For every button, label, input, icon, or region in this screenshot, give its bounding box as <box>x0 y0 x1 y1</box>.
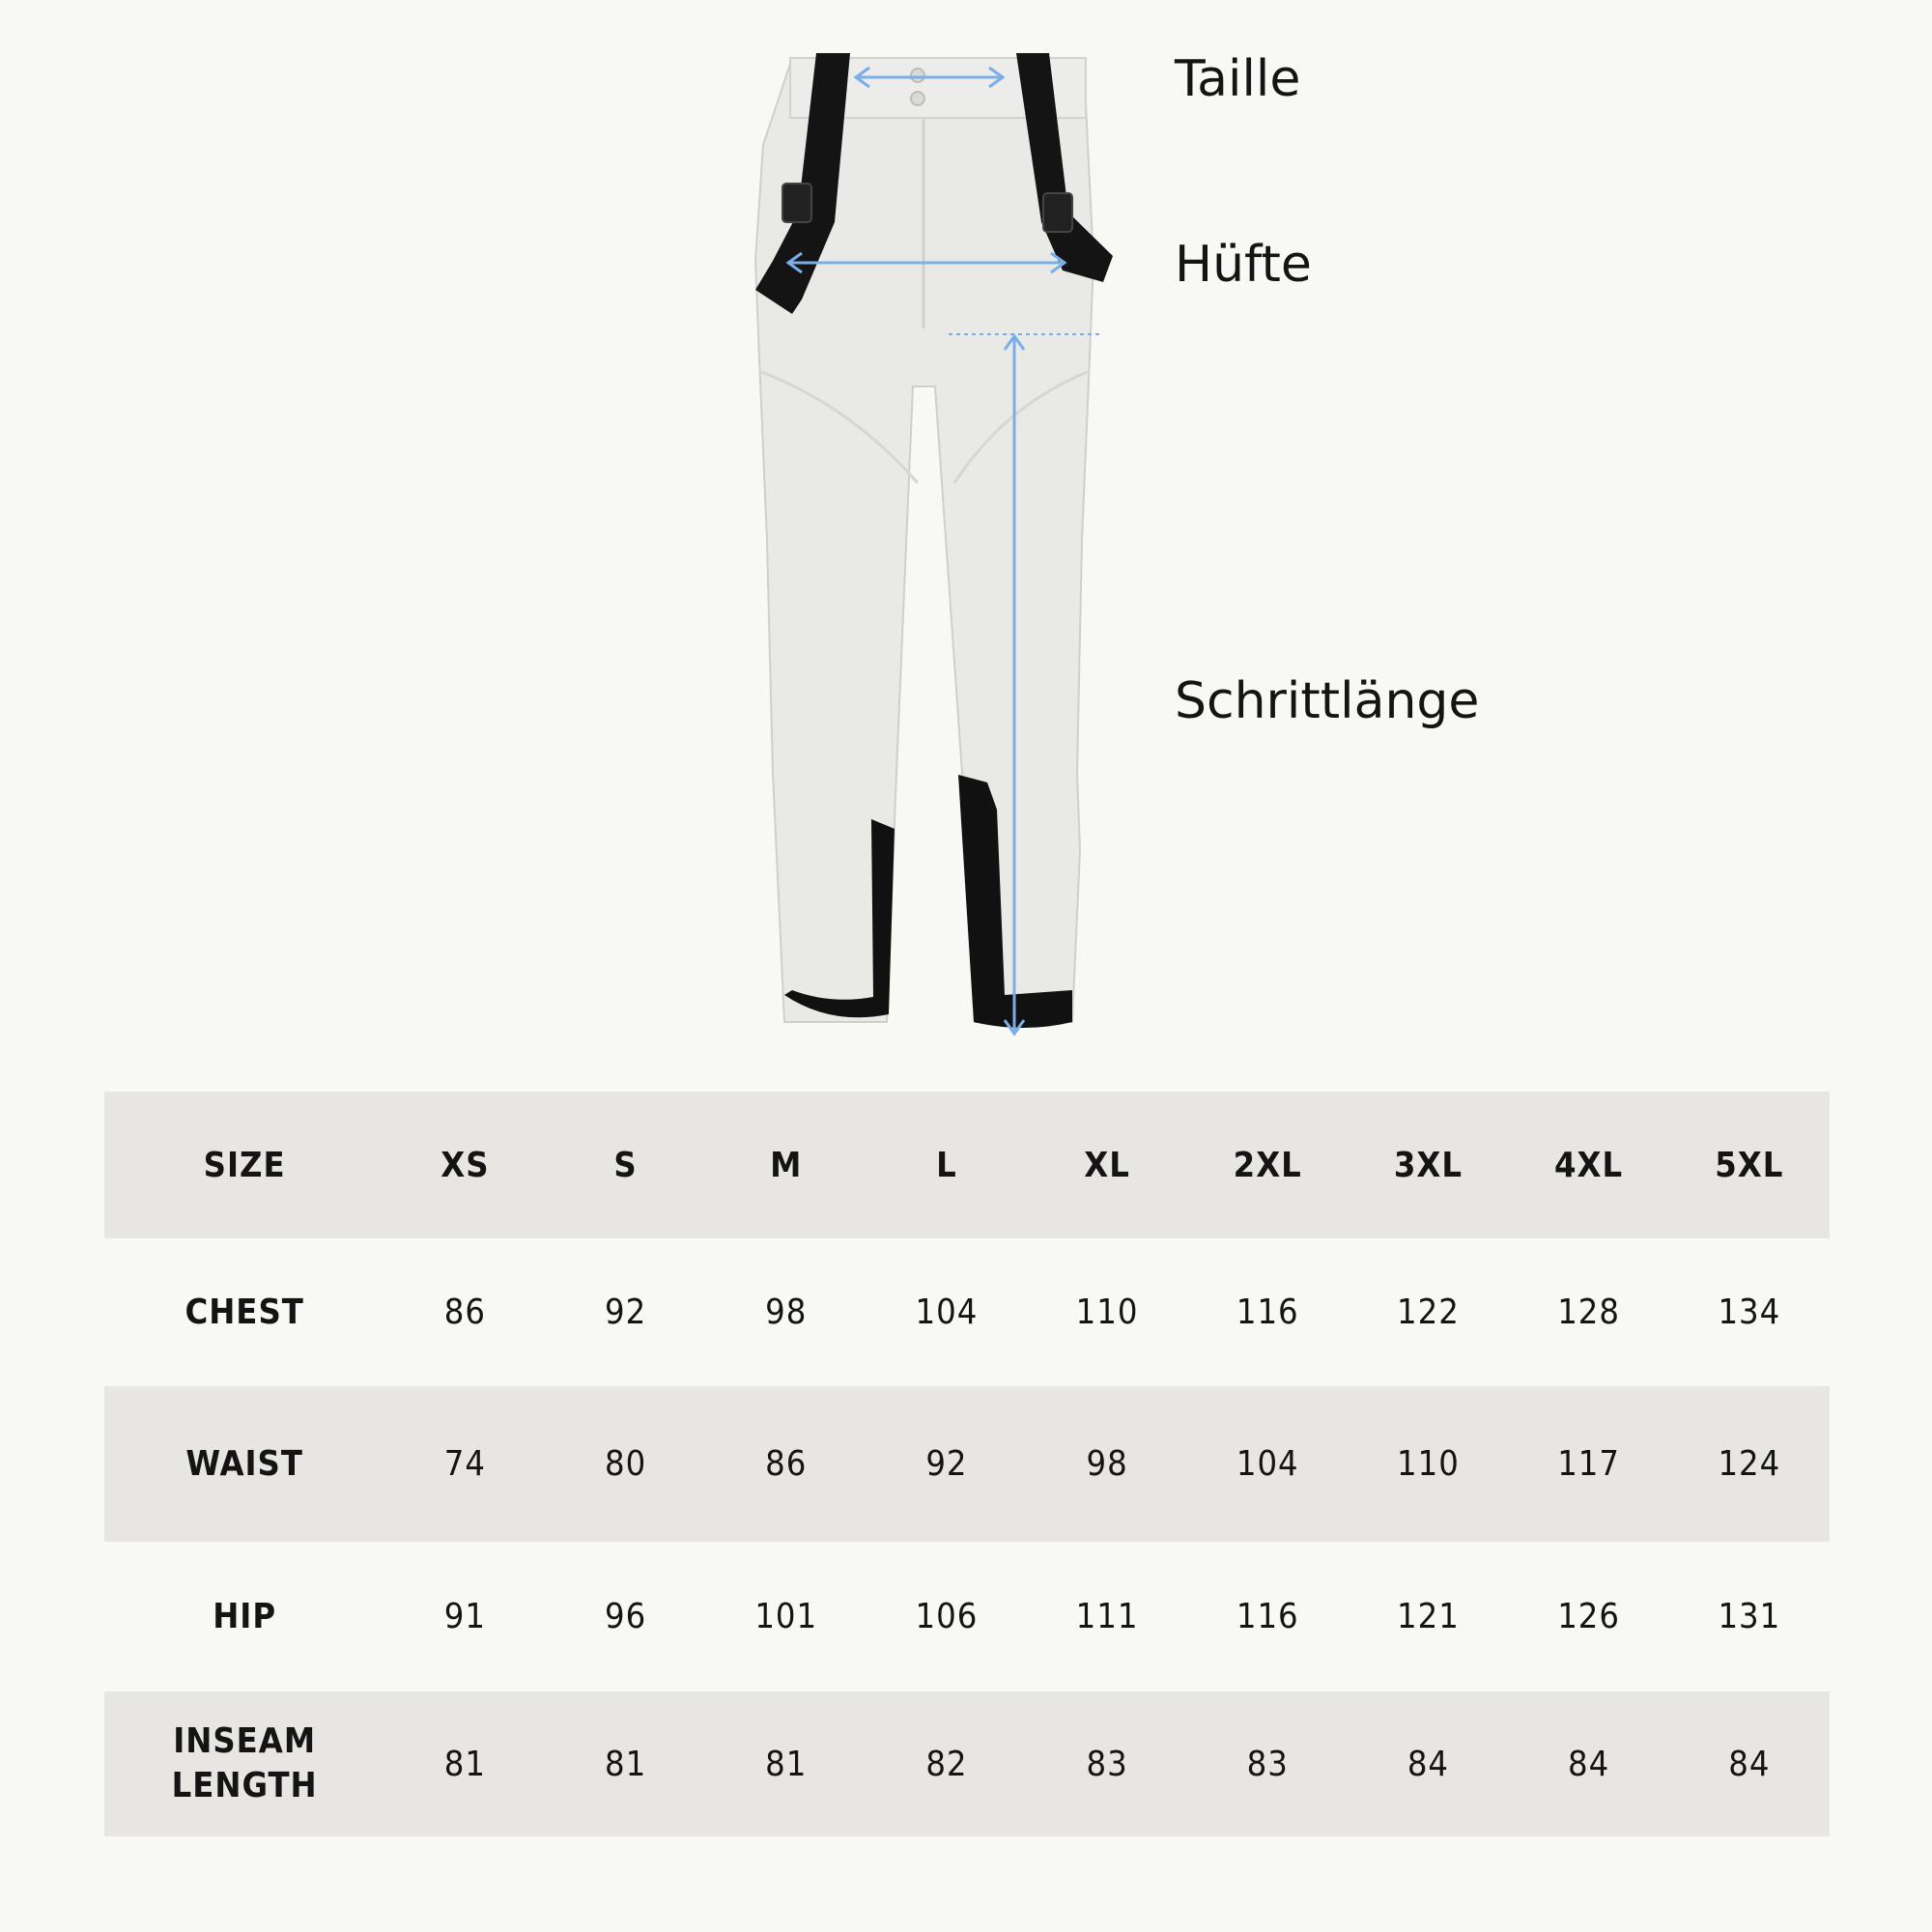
table-cell: 81 <box>604 1744 647 1784</box>
table-cell: 81 <box>765 1744 808 1784</box>
size-chart-table <box>104 1092 1830 1836</box>
table-cell: 131 <box>1718 1597 1781 1636</box>
table-cell: 92 <box>925 1444 968 1484</box>
table-cell: 122 <box>1397 1293 1460 1332</box>
header-size-xs: XS <box>440 1145 490 1185</box>
table-cell: 121 <box>1397 1597 1460 1636</box>
table-cell: 126 <box>1557 1597 1620 1636</box>
header-size-l: L <box>936 1145 957 1185</box>
table-cell: 116 <box>1236 1293 1299 1332</box>
table-cell: 117 <box>1557 1444 1620 1484</box>
table-cell: 116 <box>1236 1597 1299 1636</box>
table-row-waist <box>104 1386 1830 1542</box>
table-cell: 111 <box>1075 1597 1139 1636</box>
header-size-2xl: 2XL <box>1233 1145 1302 1185</box>
header-size-label: SIZE <box>203 1145 286 1185</box>
table-row-chest <box>104 1238 1830 1386</box>
table-cell: 134 <box>1718 1293 1781 1332</box>
header-size-3xl: 3XL <box>1393 1145 1463 1185</box>
header-size-xl: XL <box>1084 1145 1130 1185</box>
table-cell: 106 <box>915 1597 979 1636</box>
header-size-m: M <box>770 1145 803 1185</box>
table-cell: 74 <box>443 1444 486 1484</box>
hip-measure-label: Hüfte <box>1175 236 1312 294</box>
table-cell: 82 <box>925 1744 968 1784</box>
product-figure <box>734 39 1140 1043</box>
table-cell: 86 <box>765 1444 808 1484</box>
table-cell: 84 <box>1568 1744 1610 1784</box>
buckle-right <box>1043 193 1072 232</box>
table-cell: 92 <box>604 1293 647 1332</box>
table-cell: 96 <box>604 1597 647 1636</box>
header-size-s: S <box>613 1145 638 1185</box>
header-size-4xl: 4XL <box>1554 1145 1624 1185</box>
table-row-inseam <box>104 1691 1830 1836</box>
waist-button-2 <box>911 92 924 105</box>
row-label: INSEAM LENGTH <box>171 1721 318 1805</box>
table-cell: 86 <box>443 1293 486 1332</box>
row-label: CHEST <box>185 1292 304 1332</box>
table-cell: 84 <box>1728 1744 1771 1784</box>
waist-button <box>911 69 924 82</box>
ski-pants-icon <box>734 39 1140 1043</box>
table-cell: 104 <box>915 1293 979 1332</box>
table-row-hip <box>104 1542 1830 1691</box>
table-cell: 81 <box>443 1744 486 1784</box>
inseam-measure-label: Schrittlänge <box>1175 672 1480 730</box>
header-size-5xl: 5XL <box>1715 1145 1784 1185</box>
table-cell: 128 <box>1557 1293 1620 1332</box>
table-cell: 110 <box>1075 1293 1139 1332</box>
table-cell: 83 <box>1246 1744 1289 1784</box>
table-cell: 98 <box>1086 1444 1128 1484</box>
table-cell: 84 <box>1406 1744 1450 1784</box>
table-header-row <box>104 1092 1830 1238</box>
table-cell: 110 <box>1397 1444 1460 1484</box>
waist-measure-label: Taille <box>1175 50 1301 108</box>
row-label: WAIST <box>185 1443 303 1484</box>
buckle-left <box>782 184 811 222</box>
table-cell: 104 <box>1236 1444 1299 1484</box>
table-cell: 91 <box>443 1597 486 1636</box>
table-cell: 83 <box>1086 1744 1128 1784</box>
table-cell: 98 <box>765 1293 808 1332</box>
table-cell: 80 <box>604 1444 647 1484</box>
row-label: HIP <box>213 1596 277 1636</box>
table-cell: 101 <box>754 1597 818 1636</box>
table-cell: 124 <box>1718 1444 1781 1484</box>
